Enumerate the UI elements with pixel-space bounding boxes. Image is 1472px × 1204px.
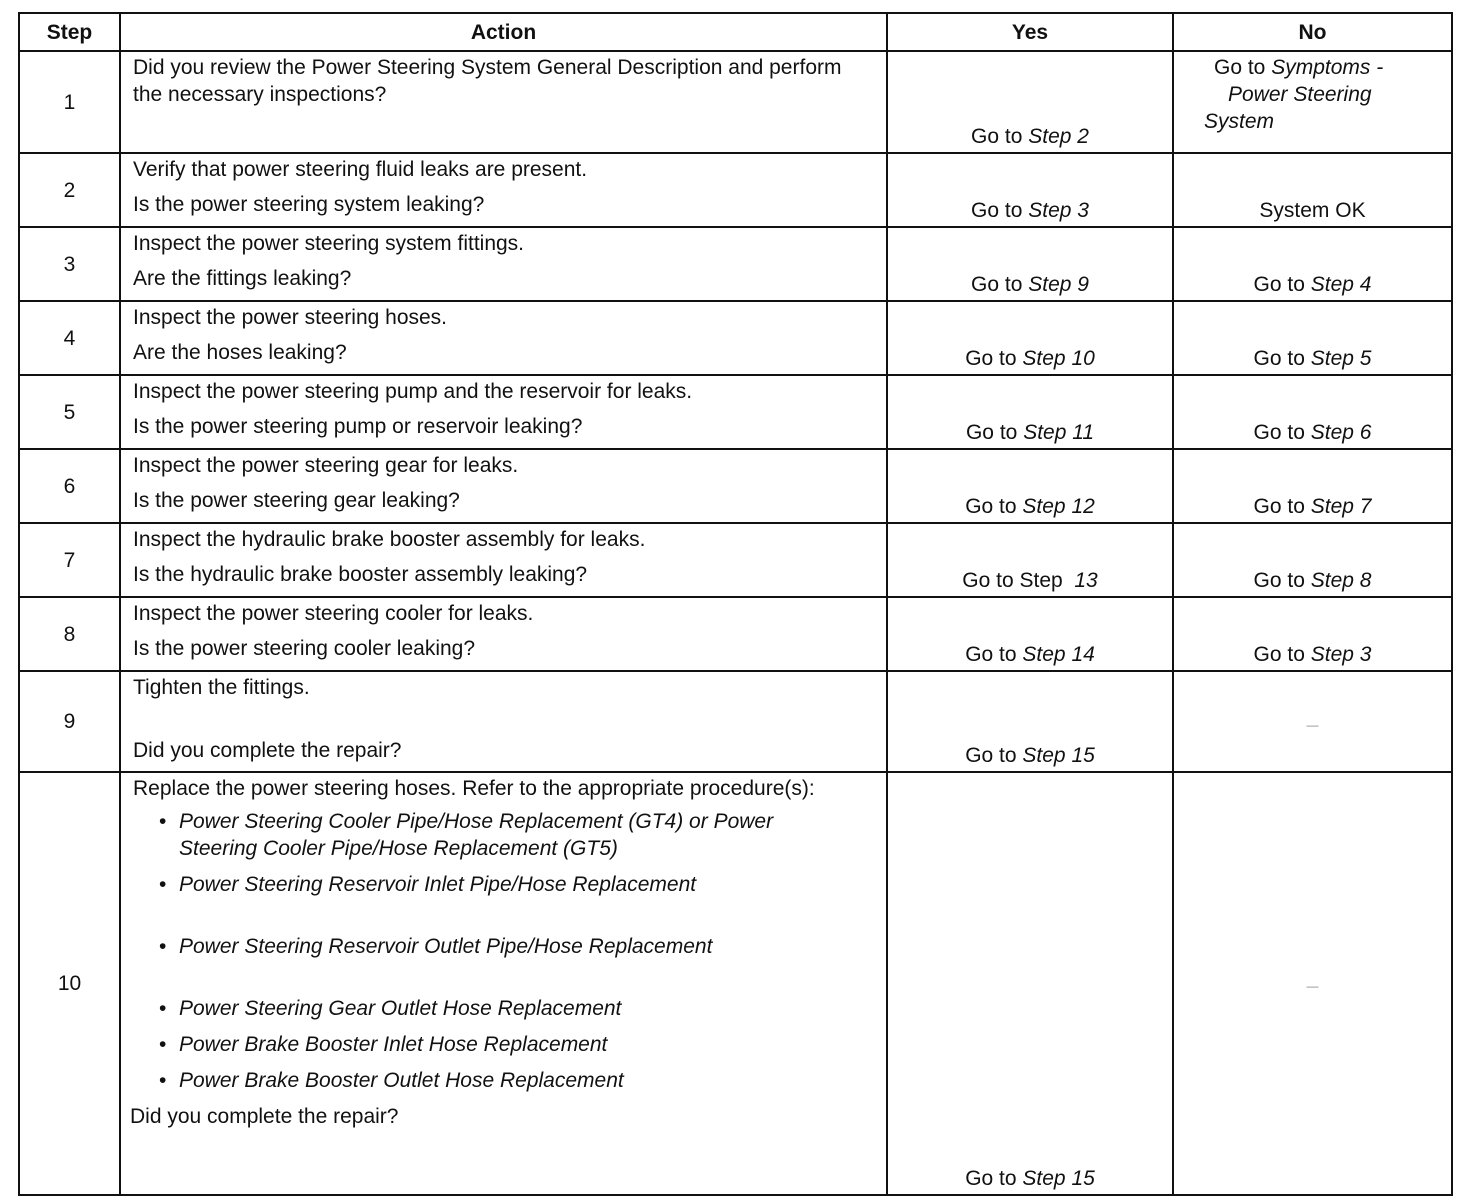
action-cell [120, 301, 887, 375]
yes-cell [887, 449, 1173, 523]
no-link[interactable]: System [1204, 110, 1275, 133]
action-question: Is the power steering system leaking? [133, 193, 485, 216]
action-cell [120, 153, 887, 227]
table-row [19, 772, 1452, 1195]
action-question: Is the power steering pump or reservoir leaking? [133, 415, 583, 438]
step-number: 4 [19, 301, 120, 375]
action-cell [120, 51, 887, 153]
action-text: Inspect the hydraulic brake booster assembly for leaks. [133, 528, 646, 551]
action-text: Inspect the power steering hoses. [133, 306, 448, 329]
step-number: 1 [19, 51, 120, 153]
yes-prefix: Go to [965, 495, 1017, 518]
table-row [19, 51, 1452, 153]
step-number: 8 [19, 597, 120, 671]
yes-prefix: Go to [971, 125, 1023, 148]
yes-cell [887, 597, 1173, 671]
no-cell [1173, 375, 1452, 449]
yes-cell [887, 153, 1173, 227]
table-row [19, 153, 1452, 227]
action-question: Are the hoses leaking? [133, 341, 347, 364]
no-cell [1173, 153, 1452, 227]
action-text: Verify that power steering fluid leaks are present. [133, 158, 588, 181]
procedure-link[interactable]: • Power Steering Reservoir Outlet Pipe/Hose Replacement [155, 933, 876, 960]
step-number: 5 [19, 375, 120, 449]
procedure-link[interactable]: • Power Steering Cooler Pipe/Hose Replacement (GT4) or Power Steering Cooler Pipe/Hose Replacement (GT5) [155, 808, 876, 862]
yes-cell [887, 375, 1173, 449]
procedure-link[interactable]: • Power Steering Reservoir Inlet Pipe/Hose Replacement [155, 871, 876, 898]
action-text: Inspect the power steering cooler for leaks. [133, 602, 534, 625]
no-prefix: Go to [1214, 56, 1266, 79]
yes-link[interactable]: Step 15 [1022, 1167, 1095, 1190]
yes-cell [887, 523, 1173, 597]
header-action: Action [120, 13, 887, 51]
yes-prefix: Go to [971, 273, 1023, 296]
no-cell [1173, 597, 1452, 671]
no-link[interactable]: Step 3 [1310, 643, 1372, 666]
no-prefix: Go to [1253, 273, 1305, 296]
step-number: 6 [19, 449, 120, 523]
no-cell [1173, 301, 1452, 375]
no-cell [1173, 772, 1452, 1195]
action-cell [120, 375, 887, 449]
yes-link[interactable]: Step 11 [1023, 421, 1095, 444]
action-cell [120, 772, 887, 1195]
yes-prefix: Go to [965, 347, 1017, 370]
yes-link[interactable]: 13 [1074, 569, 1098, 592]
procedure-link[interactable]: • Power Brake Booster Outlet Hose Replacement [155, 1067, 876, 1094]
action-text: Inspect the power steering pump and the reservoir for leaks. [133, 380, 693, 403]
yes-prefix: Go to [965, 643, 1017, 666]
yes-link[interactable]: Step 3 [1028, 199, 1089, 222]
no-prefix: Go to [1253, 643, 1305, 666]
no-link[interactable]: Symptoms - [1271, 56, 1384, 79]
diagnostic-table [18, 12, 1453, 1196]
action-question: Is the power steering gear leaking? [133, 489, 460, 512]
yes-cell [887, 772, 1173, 1195]
procedure-list [133, 808, 876, 1094]
step-number: 7 [19, 523, 120, 597]
table-row [19, 301, 1452, 375]
action-text: Tighten the fittings. [133, 676, 310, 699]
yes-link[interactable]: Step 14 [1022, 643, 1095, 666]
yes-cell [887, 227, 1173, 301]
table-row [19, 227, 1452, 301]
table-row [19, 449, 1452, 523]
header-row [19, 13, 1452, 51]
yes-link[interactable]: Step 9 [1028, 273, 1089, 296]
no-link[interactable]: Power Steering [1228, 83, 1372, 106]
action-question: Did you complete the repair? [133, 739, 402, 762]
action-text: Inspect the power steering system fittings. [133, 232, 525, 255]
no-cell [1173, 227, 1452, 301]
no-cell [1173, 449, 1452, 523]
yes-link[interactable]: Step 2 [1028, 125, 1089, 148]
table-row [19, 597, 1452, 671]
action-question: Is the power steering cooler leaking? [133, 637, 476, 660]
no-link[interactable]: Step 4 [1310, 273, 1372, 296]
yes-prefix: Go to Step [962, 569, 1063, 592]
no-text: System OK [1259, 199, 1366, 222]
yes-link[interactable]: Step 10 [1022, 347, 1095, 370]
action-question: Did you complete the repair? [130, 1105, 399, 1128]
yes-cell [887, 671, 1173, 772]
yes-prefix: Go to [965, 1167, 1017, 1190]
action-cell [120, 597, 887, 671]
no-cell [1173, 51, 1452, 153]
action-question: Are the fittings leaking? [133, 267, 352, 290]
no-dash: — [1306, 718, 1319, 732]
action-text: Did you review the Power Steering System General Description and perform the necessary inspections? [133, 56, 842, 106]
yes-prefix: Go to [965, 744, 1017, 767]
header-yes: Yes [887, 13, 1173, 51]
no-prefix: Go to [1253, 421, 1305, 444]
table-row [19, 523, 1452, 597]
no-link[interactable]: Step 5 [1310, 347, 1372, 370]
yes-link[interactable]: Step 12 [1022, 495, 1095, 518]
yes-prefix: Go to [971, 199, 1023, 222]
table-row [19, 375, 1452, 449]
yes-prefix: Go to [965, 421, 1018, 444]
header-no: No [1173, 13, 1452, 51]
no-cell [1173, 671, 1452, 772]
header-step: Step [19, 13, 120, 51]
no-link[interactable]: Step 8 [1310, 569, 1372, 592]
action-cell [120, 449, 887, 523]
action-cell [120, 671, 887, 772]
table-row [19, 671, 1452, 772]
no-prefix: Go to [1253, 569, 1305, 592]
step-number: 2 [19, 153, 120, 227]
procedure-link[interactable]: • Power Brake Booster Inlet Hose Replacement [155, 1031, 876, 1058]
yes-link[interactable]: Step 15 [1022, 744, 1095, 767]
action-text: Replace the power steering hoses. Refer to the appropriate procedure(s): [133, 777, 815, 800]
no-prefix: Go to [1253, 347, 1305, 370]
no-prefix: Go to [1253, 495, 1305, 518]
step-number: 10 [19, 772, 120, 1195]
step-number: 3 [19, 227, 120, 301]
step-number: 9 [19, 671, 120, 772]
yes-cell [887, 301, 1173, 375]
action-cell [120, 523, 887, 597]
no-link[interactable]: Step 6 [1310, 421, 1372, 444]
yes-cell [887, 51, 1173, 153]
action-question: Is the hydraulic brake booster assembly leaking? [133, 563, 588, 586]
no-link[interactable]: Step 7 [1310, 495, 1372, 518]
procedure-link[interactable]: • Power Steering Gear Outlet Hose Replacement [155, 995, 876, 1022]
action-cell [120, 227, 887, 301]
no-cell [1173, 523, 1452, 597]
no-dash: — [1306, 979, 1319, 993]
action-text: Inspect the power steering gear for leaks. [133, 454, 519, 477]
